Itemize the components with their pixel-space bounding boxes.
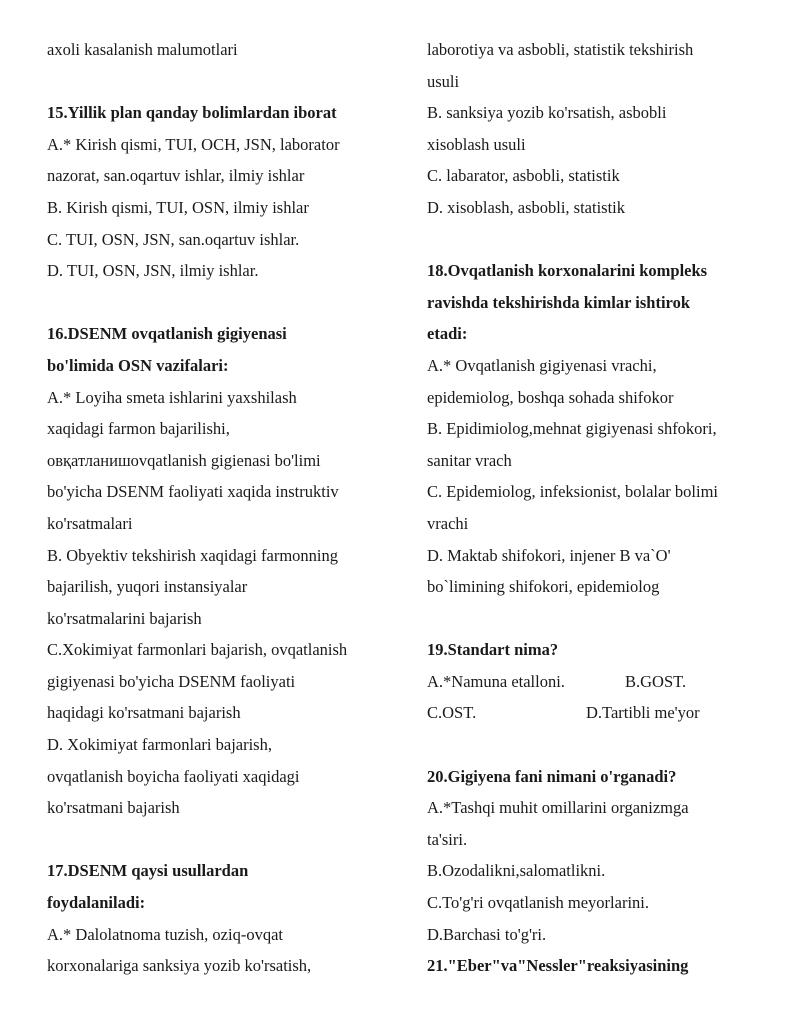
answer-b: B. Epidimiolog,mehnat gigiyenasi shfokori, [427,419,717,439]
answer-d: D. Maktab shifokori, injener B va`O' [427,545,671,565]
answer-b: B. Kirish qismi, TUI, OSN, ilmiy ishlar [47,197,309,217]
question-15-title: 15.Yillik plan qanday bolimlardan iborat [47,103,337,123]
answer-b-cont: bajarilish, yuqori instansiyalar [47,577,248,597]
answer-d: D.Tartibli me'yor [586,703,700,723]
answer-d: D.Barchasi to'g'ri. [427,924,547,944]
answer-a: A.* Kirish qismi, TUI, OCH, JSN, laborator [47,134,340,154]
answer-a-cont: korxonalariga sanksiya yozib ko'rsatish, [47,956,312,976]
answer-b-cont: ko'rsatmalarini bajarish [47,608,202,628]
answer-c: C.Xokimiyat farmonlari bajarish, ovqatlanish [47,640,348,660]
right-column [427,34,777,982]
question-21-title: 21."Eber"va"Nessler"reaksiyasining [427,956,689,976]
spacer [427,729,777,761]
answer-a: A.* Dalolatnoma tuzish, oziq-ovqat [47,924,283,944]
answer-b: B.Ozodalikni,salomatlikni. [427,861,606,881]
answer-c: C. labarator, asbobli, statistik [427,166,620,186]
answer-d-cont: bo`limining shifokori, epidemiolog [427,577,660,597]
answer-a-cont: xaqidagi farmon bajarilishi, [47,419,230,439]
question-20-title: 20.Gigiyena fani nimani o'rganadi? [427,766,677,786]
answer-a: A.*Tashqi muhit omillarini organizmga [427,798,689,818]
answer-row-ab [427,666,777,698]
answer-c-cont: gigiyenasi bo'yicha DSENM faoliyati [47,671,296,691]
answer-a: A.* Loyiha smeta ishlarini yaxshilash [47,387,297,407]
answer-a-cont: usuli [427,71,460,91]
answer-a-cont: nazorat, san.oqartuv ishlar, ilmiy ishlar [47,166,305,186]
answer-a: A.*Namuna etalloni. [427,671,565,691]
answer-c: C.To'g'ri ovqatlanish meyorlarini. [427,893,650,913]
spacer [47,287,392,319]
answer-b-cont: sanitar vrach [427,450,512,470]
question-19-title: 19.Standart nima? [427,640,559,660]
answer-d: D. TUI, OSN, JSN, ilmiy ishlar. [47,261,259,281]
question-18-title-cont: etadi: [427,324,468,344]
spacer [47,824,392,856]
answer-row-cd [427,697,777,729]
answer-b: B. Obyektiv tekshirish xaqidagi farmonning [47,545,338,565]
answer-d: D. xisoblash, asbobli, statistik [427,197,625,217]
answer-a-cont: ko'rsatmalari [47,513,133,533]
answer-c: C.OST. [427,703,477,723]
answer-d: D. Xokimiyat farmonlari bajarish, [47,735,272,755]
answer-d-cont: ovqatlanish boyicha faoliyati xaqidagi [47,766,300,786]
question-18-title: 18.Ovqatlanish korxonalarini kompleks [427,261,708,281]
answer-c: C. TUI, OSN, JSN, san.oqartuv ishlar. [47,229,300,249]
answer-b: B.GOST. [625,671,687,691]
left-column [47,34,392,982]
answer-a-cont: овқатланишovqatlanish gigienasi bo'limi [47,450,321,470]
answer-a: A.* Ovqatlanish gigiyenasi vrachi, [427,355,657,375]
question-17-title-cont: foydalaniladi: [47,893,146,913]
spacer [47,66,392,98]
answer-d-cont: ko'rsatmani bajarish [47,798,180,818]
answer-c-cont: haqidagi ko'rsatmani bajarish [47,703,241,723]
answer-b-cont: xisoblash usuli [427,134,526,154]
question-18-title-cont: ravishda tekshirishda kimlar ishtirok [427,292,690,312]
spacer [427,224,777,256]
question-17-title: 17.DSENM qaysi usullardan [47,861,249,881]
answer-b: B. sanksiya yozib ko'rsatish, asbobli [427,103,667,123]
answer-a-cont: epidemiolog, boshqa sohada shifokor [427,387,674,407]
answer-c-cont: vrachi [427,513,469,533]
question-16-title-cont: bo'limida OSN vazifalari: [47,355,229,375]
answer-a-cont: laborotiya va asbobli, statistik tekshirish [427,40,694,59]
spacer [427,603,777,635]
answer-c: C. Epidemiolog, infeksionist, bolalar bolimi [427,482,719,502]
question-16-title: 16.DSENM ovqatlanish gigiyenasi [47,324,287,344]
answer-a-cont: bo'yicha DSENM faoliyati xaqida instruktiv [47,482,339,502]
text-line: axoli kasalanish malumotlari [47,40,238,59]
answer-a-cont: ta'siri. [427,829,468,849]
